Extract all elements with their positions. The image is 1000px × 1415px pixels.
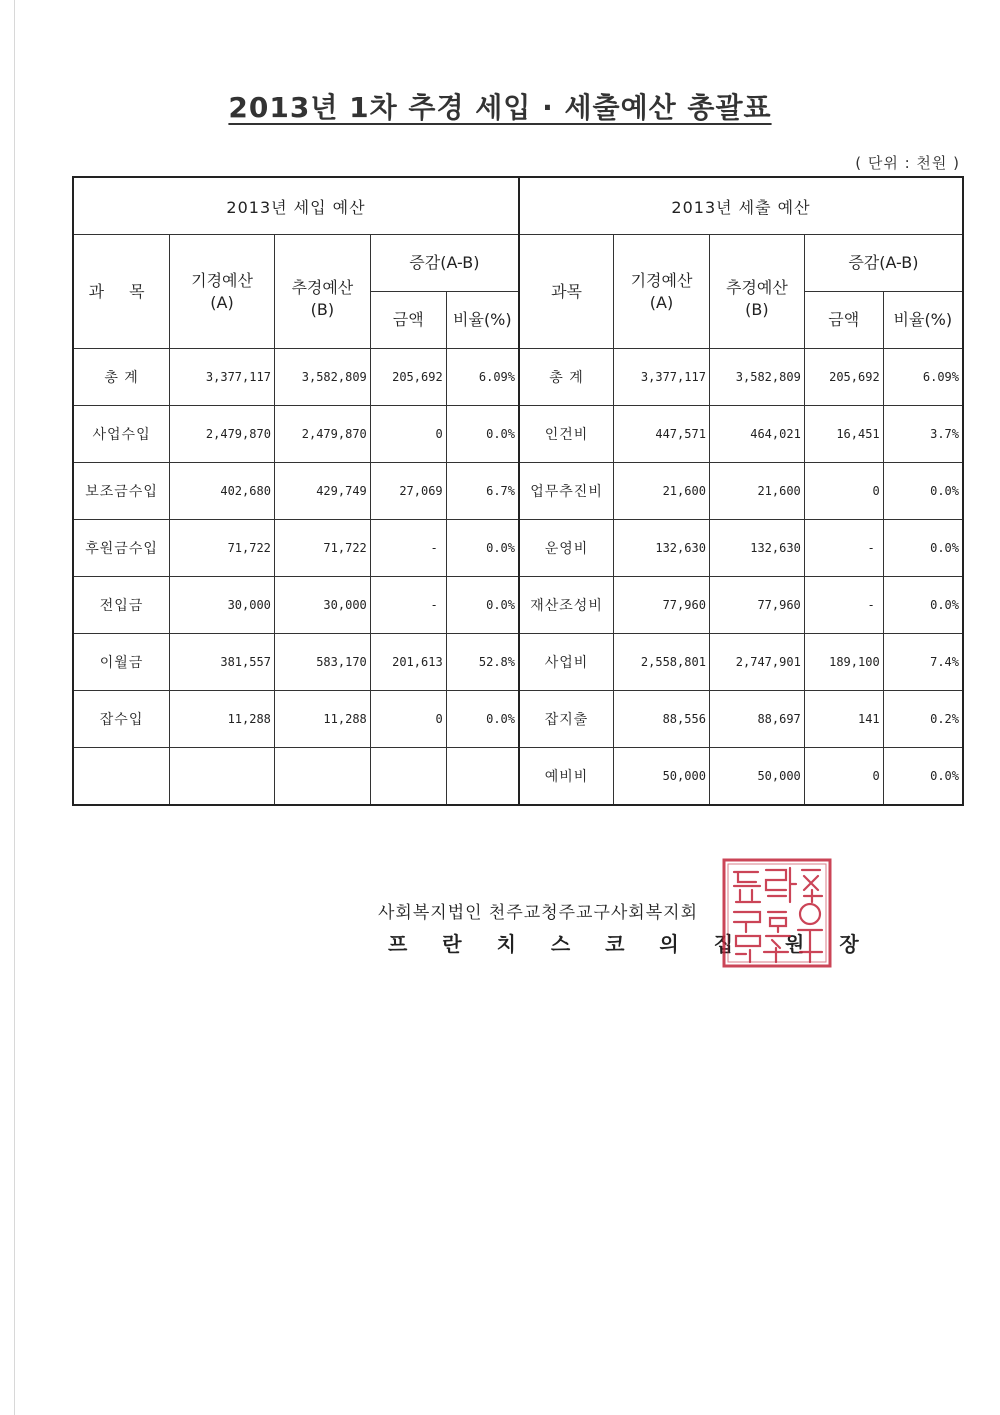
- table-row: [73, 406, 963, 463]
- exp-revised-cell: 50,000: [709, 748, 804, 806]
- exp-change-amount-cell: 189,100: [804, 634, 883, 691]
- exp-revised-cell: 77,960: [709, 577, 804, 634]
- exp-change-ratio-cell: 0.0%: [883, 520, 963, 577]
- table-row: [73, 349, 963, 406]
- rev-change-amount-cell: 205,692: [370, 349, 446, 406]
- exp-revised-cell: 464,021: [709, 406, 804, 463]
- rev-item-cell: 후원금수입: [73, 520, 170, 577]
- exp-original-cell: 3,377,117: [614, 349, 710, 406]
- rev-item-cell: 총 계: [73, 349, 170, 406]
- rev-revised-cell: 429,749: [274, 463, 370, 520]
- rev-change-ratio-cell: 6.09%: [446, 349, 519, 406]
- exp-change-ratio-cell: 0.2%: [883, 691, 963, 748]
- exp-change-ratio-cell: 0.0%: [883, 463, 963, 520]
- exp-change-ratio-cell: 6.09%: [883, 349, 963, 406]
- exp-change-amount-cell: 0: [804, 748, 883, 806]
- exp-change-ratio-cell: 7.4%: [883, 634, 963, 691]
- revenue-section-header: 2013년 세입 예산: [73, 177, 519, 235]
- exp-item-cell: 업무추진비: [519, 463, 614, 520]
- signatory-name: 프 란 치 스 코 의 집: [388, 932, 748, 956]
- table-row: [73, 634, 963, 691]
- exp-item-cell: 예비비: [519, 748, 614, 806]
- exp-revised-cell: 88,697: [709, 691, 804, 748]
- exp-change-amount-cell: 141: [804, 691, 883, 748]
- exp-change-ratio-cell: 0.0%: [883, 748, 963, 806]
- exp-ratio-header: 비율(%): [883, 292, 963, 349]
- exp-change-amount-cell: 0: [804, 463, 883, 520]
- rev-change-amount-cell: 201,613: [370, 634, 446, 691]
- exp-change-amount-cell: -: [804, 577, 883, 634]
- exp-item-cell: 총 계: [519, 349, 614, 406]
- rev-item-cell: [73, 748, 170, 806]
- exp-item-cell: 잡지출: [519, 691, 614, 748]
- rev-item-cell: 사업수입: [73, 406, 170, 463]
- exp-revised-header: 추경예산 (B): [709, 235, 804, 349]
- exp-original-cell: 50,000: [614, 748, 710, 806]
- rev-change-amount-cell: -: [370, 520, 446, 577]
- rev-original-cell: 3,377,117: [170, 349, 275, 406]
- table-row: [73, 748, 963, 806]
- exp-revised-cell: 21,600: [709, 463, 804, 520]
- rev-original-cell: 402,680: [170, 463, 275, 520]
- rev-revised-cell: 3,582,809: [274, 349, 370, 406]
- rev-revised-cell: 11,288: [274, 691, 370, 748]
- exp-change-amount-cell: 205,692: [804, 349, 883, 406]
- rev-change-amount-cell: 27,069: [370, 463, 446, 520]
- exp-original-cell: 77,960: [614, 577, 710, 634]
- rev-change-header: 증감(A-B): [370, 235, 519, 292]
- exp-item-cell: 운영비: [519, 520, 614, 577]
- rev-amount-header: 금액: [370, 292, 446, 349]
- exp-original-header: 기경예산 (A): [614, 235, 710, 349]
- table-body: [73, 349, 963, 806]
- exp-revised-cell: 3,582,809: [709, 349, 804, 406]
- signatory-title: 원 장: [785, 932, 873, 956]
- page-edge: [14, 0, 15, 1415]
- rev-revised-cell: 71,722: [274, 520, 370, 577]
- rev-change-amount-cell: 0: [370, 691, 446, 748]
- rev-change-amount-cell: [370, 748, 446, 806]
- rev-revised-cell: 30,000: [274, 577, 370, 634]
- rev-original-cell: 71,722: [170, 520, 275, 577]
- exp-original-cell: 2,558,801: [614, 634, 710, 691]
- rev-original-cell: [170, 748, 275, 806]
- exp-change-amount-cell: 16,451: [804, 406, 883, 463]
- rev-item-header: 과 목: [73, 235, 170, 349]
- rev-change-ratio-cell: 6.7%: [446, 463, 519, 520]
- rev-change-ratio-cell: 0.0%: [446, 577, 519, 634]
- rev-change-amount-cell: 0: [370, 406, 446, 463]
- table-row: [73, 577, 963, 634]
- rev-original-cell: 30,000: [170, 577, 275, 634]
- column-header-row-1: [73, 235, 963, 292]
- organization-name: 사회복지법인 천주교청주교구사회복지회: [378, 903, 698, 923]
- exp-item-cell: 사업비: [519, 634, 614, 691]
- budget-summary-table: [72, 176, 964, 806]
- rev-revised-cell: [274, 748, 370, 806]
- rev-item-cell: 보조금수입: [73, 463, 170, 520]
- rev-ratio-header: 비율(%): [446, 292, 519, 349]
- exp-change-header: 증감(A-B): [804, 235, 963, 292]
- official-seal-stamp: [720, 856, 834, 970]
- rev-revised-header: 추경예산 (B): [274, 235, 370, 349]
- table-row: [73, 691, 963, 748]
- exp-original-cell: 447,571: [614, 406, 710, 463]
- rev-item-cell: 전입금: [73, 577, 170, 634]
- unit-label: ( 단위 : 천원 ): [855, 154, 960, 172]
- exp-amount-header: 금액: [804, 292, 883, 349]
- rev-change-ratio-cell: 0.0%: [446, 691, 519, 748]
- rev-original-cell: 11,288: [170, 691, 275, 748]
- rev-change-ratio-cell: 0.0%: [446, 406, 519, 463]
- exp-revised-cell: 132,630: [709, 520, 804, 577]
- exp-change-amount-cell: -: [804, 520, 883, 577]
- expense-section-header: 2013년 세출 예산: [519, 177, 963, 235]
- exp-revised-cell: 2,747,901: [709, 634, 804, 691]
- exp-change-ratio-cell: 3.7%: [883, 406, 963, 463]
- rev-revised-cell: 2,479,870: [274, 406, 370, 463]
- rev-item-cell: 잡수입: [73, 691, 170, 748]
- exp-item-cell: 인건비: [519, 406, 614, 463]
- exp-change-ratio-cell: 0.0%: [883, 577, 963, 634]
- rev-revised-cell: 583,170: [274, 634, 370, 691]
- exp-original-cell: 21,600: [614, 463, 710, 520]
- table-row: [73, 463, 963, 520]
- exp-original-cell: 88,556: [614, 691, 710, 748]
- section-header-row: [73, 177, 963, 235]
- table-row: [73, 520, 963, 577]
- rev-original-cell: 381,557: [170, 634, 275, 691]
- rev-change-ratio-cell: 0.0%: [446, 520, 519, 577]
- rev-original-header: 기경예산 (A): [170, 235, 275, 349]
- rev-original-cell: 2,479,870: [170, 406, 275, 463]
- document-title: 2013년 1차 추경 세입 · 세출예산 총괄표: [228, 91, 772, 124]
- rev-change-ratio-cell: 52.8%: [446, 634, 519, 691]
- exp-item-cell: 재산조성비: [519, 577, 614, 634]
- rev-change-ratio-cell: [446, 748, 519, 806]
- rev-change-amount-cell: -: [370, 577, 446, 634]
- exp-item-header: 과목: [519, 235, 614, 349]
- exp-original-cell: 132,630: [614, 520, 710, 577]
- rev-item-cell: 이월금: [73, 634, 170, 691]
